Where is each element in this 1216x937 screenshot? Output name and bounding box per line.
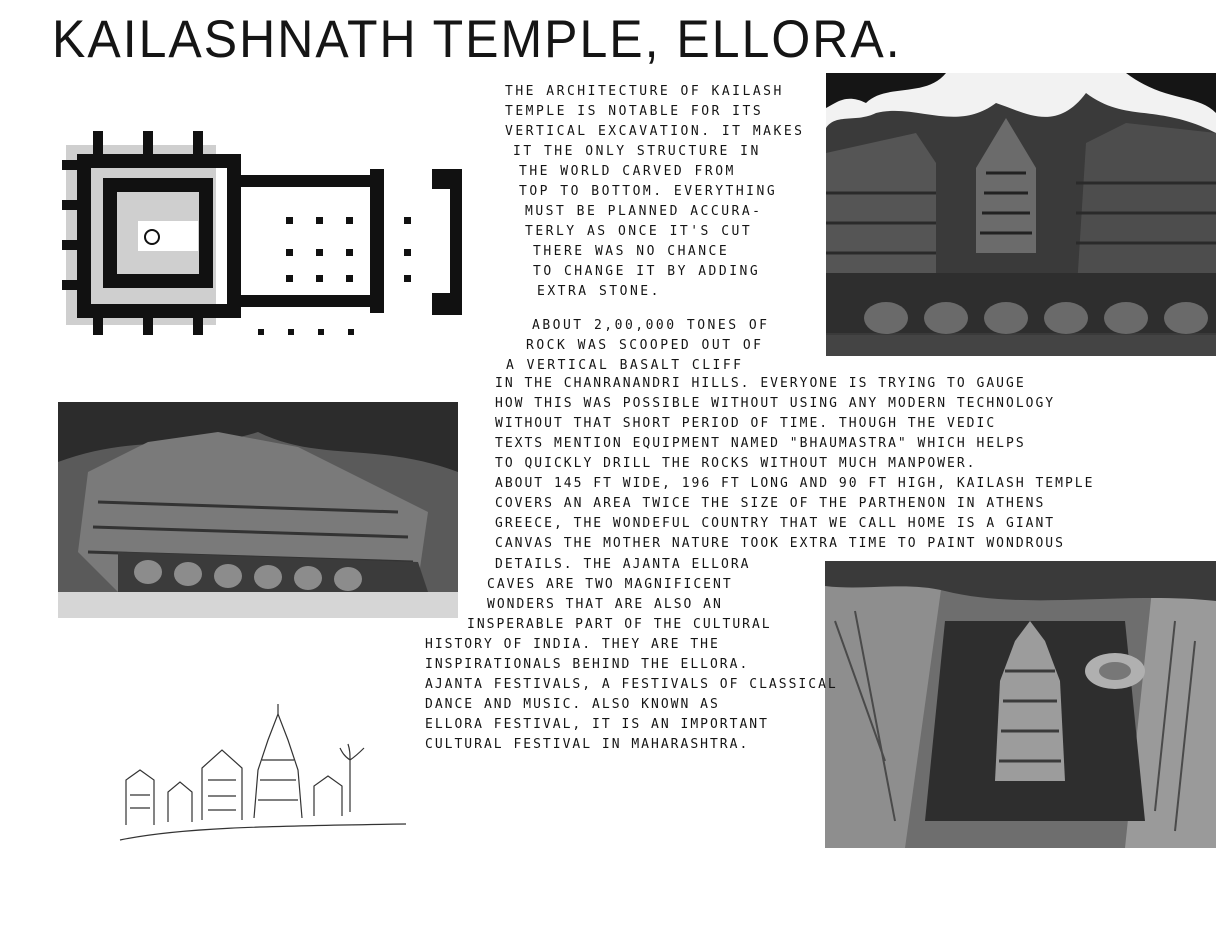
temple-line-sketch bbox=[118, 700, 408, 846]
floor-plan-drawing bbox=[58, 125, 470, 340]
text-line: CAVES ARE TWO MAGNIFICENT bbox=[487, 577, 733, 592]
text-line: ABOUT 2,00,000 TONES OF bbox=[532, 318, 770, 333]
plan-hall-top bbox=[234, 175, 384, 187]
temple-complex-photo bbox=[58, 402, 458, 618]
text-line: WITHOUT THAT SHORT PERIOD OF TIME. THOUGH THE VEDIC bbox=[495, 416, 997, 431]
text-line: CANVAS THE MOTHER NATURE TOOK EXTRA TIME TO PAINT WONDROUS bbox=[495, 536, 1065, 551]
plan-porch-wall bbox=[450, 189, 462, 293]
plan-porch-bottom bbox=[432, 293, 462, 315]
text-line: TOP TO BOTTOM. EVERYTHING bbox=[519, 184, 778, 199]
text-line: TEMPLE IS NOTABLE FOR ITS bbox=[505, 104, 764, 119]
text-line: ROCK WAS SCOOPED OUT OF bbox=[526, 338, 764, 353]
text-line: TEXTS MENTION EQUIPMENT NAMED "BHAUMASTRA" WHICH HELPS bbox=[495, 436, 1026, 451]
text-line: MUST BE PLANNED ACCURA- bbox=[525, 204, 763, 219]
text-line: IN THE CHANRANANDRI HILLS. EVERYONE IS TRYING TO GAUGE bbox=[495, 376, 1026, 391]
text-line: CULTURAL FESTIVAL IN MAHARASHTRA. bbox=[425, 737, 750, 752]
plan-hall-end bbox=[370, 169, 384, 313]
temple-towers-photo bbox=[826, 73, 1216, 356]
text-line: DANCE AND MUSIC. ALSO KNOWN AS bbox=[425, 697, 720, 712]
text-line: DETAILS. THE AJANTA ELLORA bbox=[495, 557, 751, 572]
plan-sanctum-gap bbox=[138, 221, 198, 251]
text-line: EXTRA STONE. bbox=[537, 284, 661, 299]
plan-pillars bbox=[258, 217, 411, 335]
text-line: COVERS AN AREA TWICE THE SIZE OF THE PARTHENON IN ATHENS bbox=[495, 496, 1046, 511]
text-line: THE WORLD CARVED FROM bbox=[519, 164, 736, 179]
paragraph-rock-details bbox=[495, 374, 1094, 554]
text-line: WONDERS THAT ARE ALSO AN bbox=[487, 597, 723, 612]
paragraph-rock-intro bbox=[490, 316, 770, 376]
text-line: VERTICAL EXCAVATION. IT MAKES bbox=[505, 124, 805, 139]
paragraph-architecture bbox=[505, 82, 804, 302]
text-line: ELLORA FESTIVAL, IT IS AN IMPORTANT bbox=[425, 717, 769, 732]
text-line: IT THE ONLY STRUCTURE IN bbox=[513, 144, 761, 159]
text-line: THERE WAS NO CHANCE bbox=[533, 244, 730, 259]
text-line: GREECE, THE WONDEFUL COUNTRY THAT WE CALL HOME IS A GIANT bbox=[495, 516, 1056, 531]
text-line: HISTORY OF INDIA. THEY ARE THE bbox=[425, 637, 720, 652]
text-line: AJANTA FESTIVALS, A FESTIVALS OF CLASSICAL bbox=[425, 677, 838, 692]
aerial-excavation-photo bbox=[825, 561, 1216, 848]
text-line: TO QUICKLY DRILL THE ROCKS WITHOUT MUCH MANPOWER. bbox=[495, 456, 977, 471]
text-line: INSPERABLE PART OF THE CULTURAL bbox=[467, 617, 772, 632]
plan-hall-bottom bbox=[234, 295, 384, 307]
text-line: TERLY AS ONCE IT'S CUT bbox=[525, 224, 753, 239]
text-line: HOW THIS WAS POSSIBLE WITHOUT USING ANY MODERN TECHNOLOGY bbox=[495, 396, 1056, 411]
text-line: TO CHANGE IT BY ADDING bbox=[533, 264, 761, 279]
page-title: KAILASHNATH TEMPLE, ELLORA. bbox=[52, 9, 902, 69]
text-line: A VERTICAL BASALT CLIFF bbox=[506, 358, 744, 373]
paragraph-ajanta-ellora bbox=[425, 555, 838, 755]
plan-porch-top bbox=[432, 169, 462, 189]
text-line: ABOUT 145 FT WIDE, 196 FT LONG AND 90 FT HIGH, KAILASH TEMPLE bbox=[495, 476, 1095, 491]
text-line: THE ARCHITECTURE OF KAILASH bbox=[505, 84, 784, 99]
text-line: INSPIRATIONALS BEHIND THE ELLORA. bbox=[425, 657, 750, 672]
